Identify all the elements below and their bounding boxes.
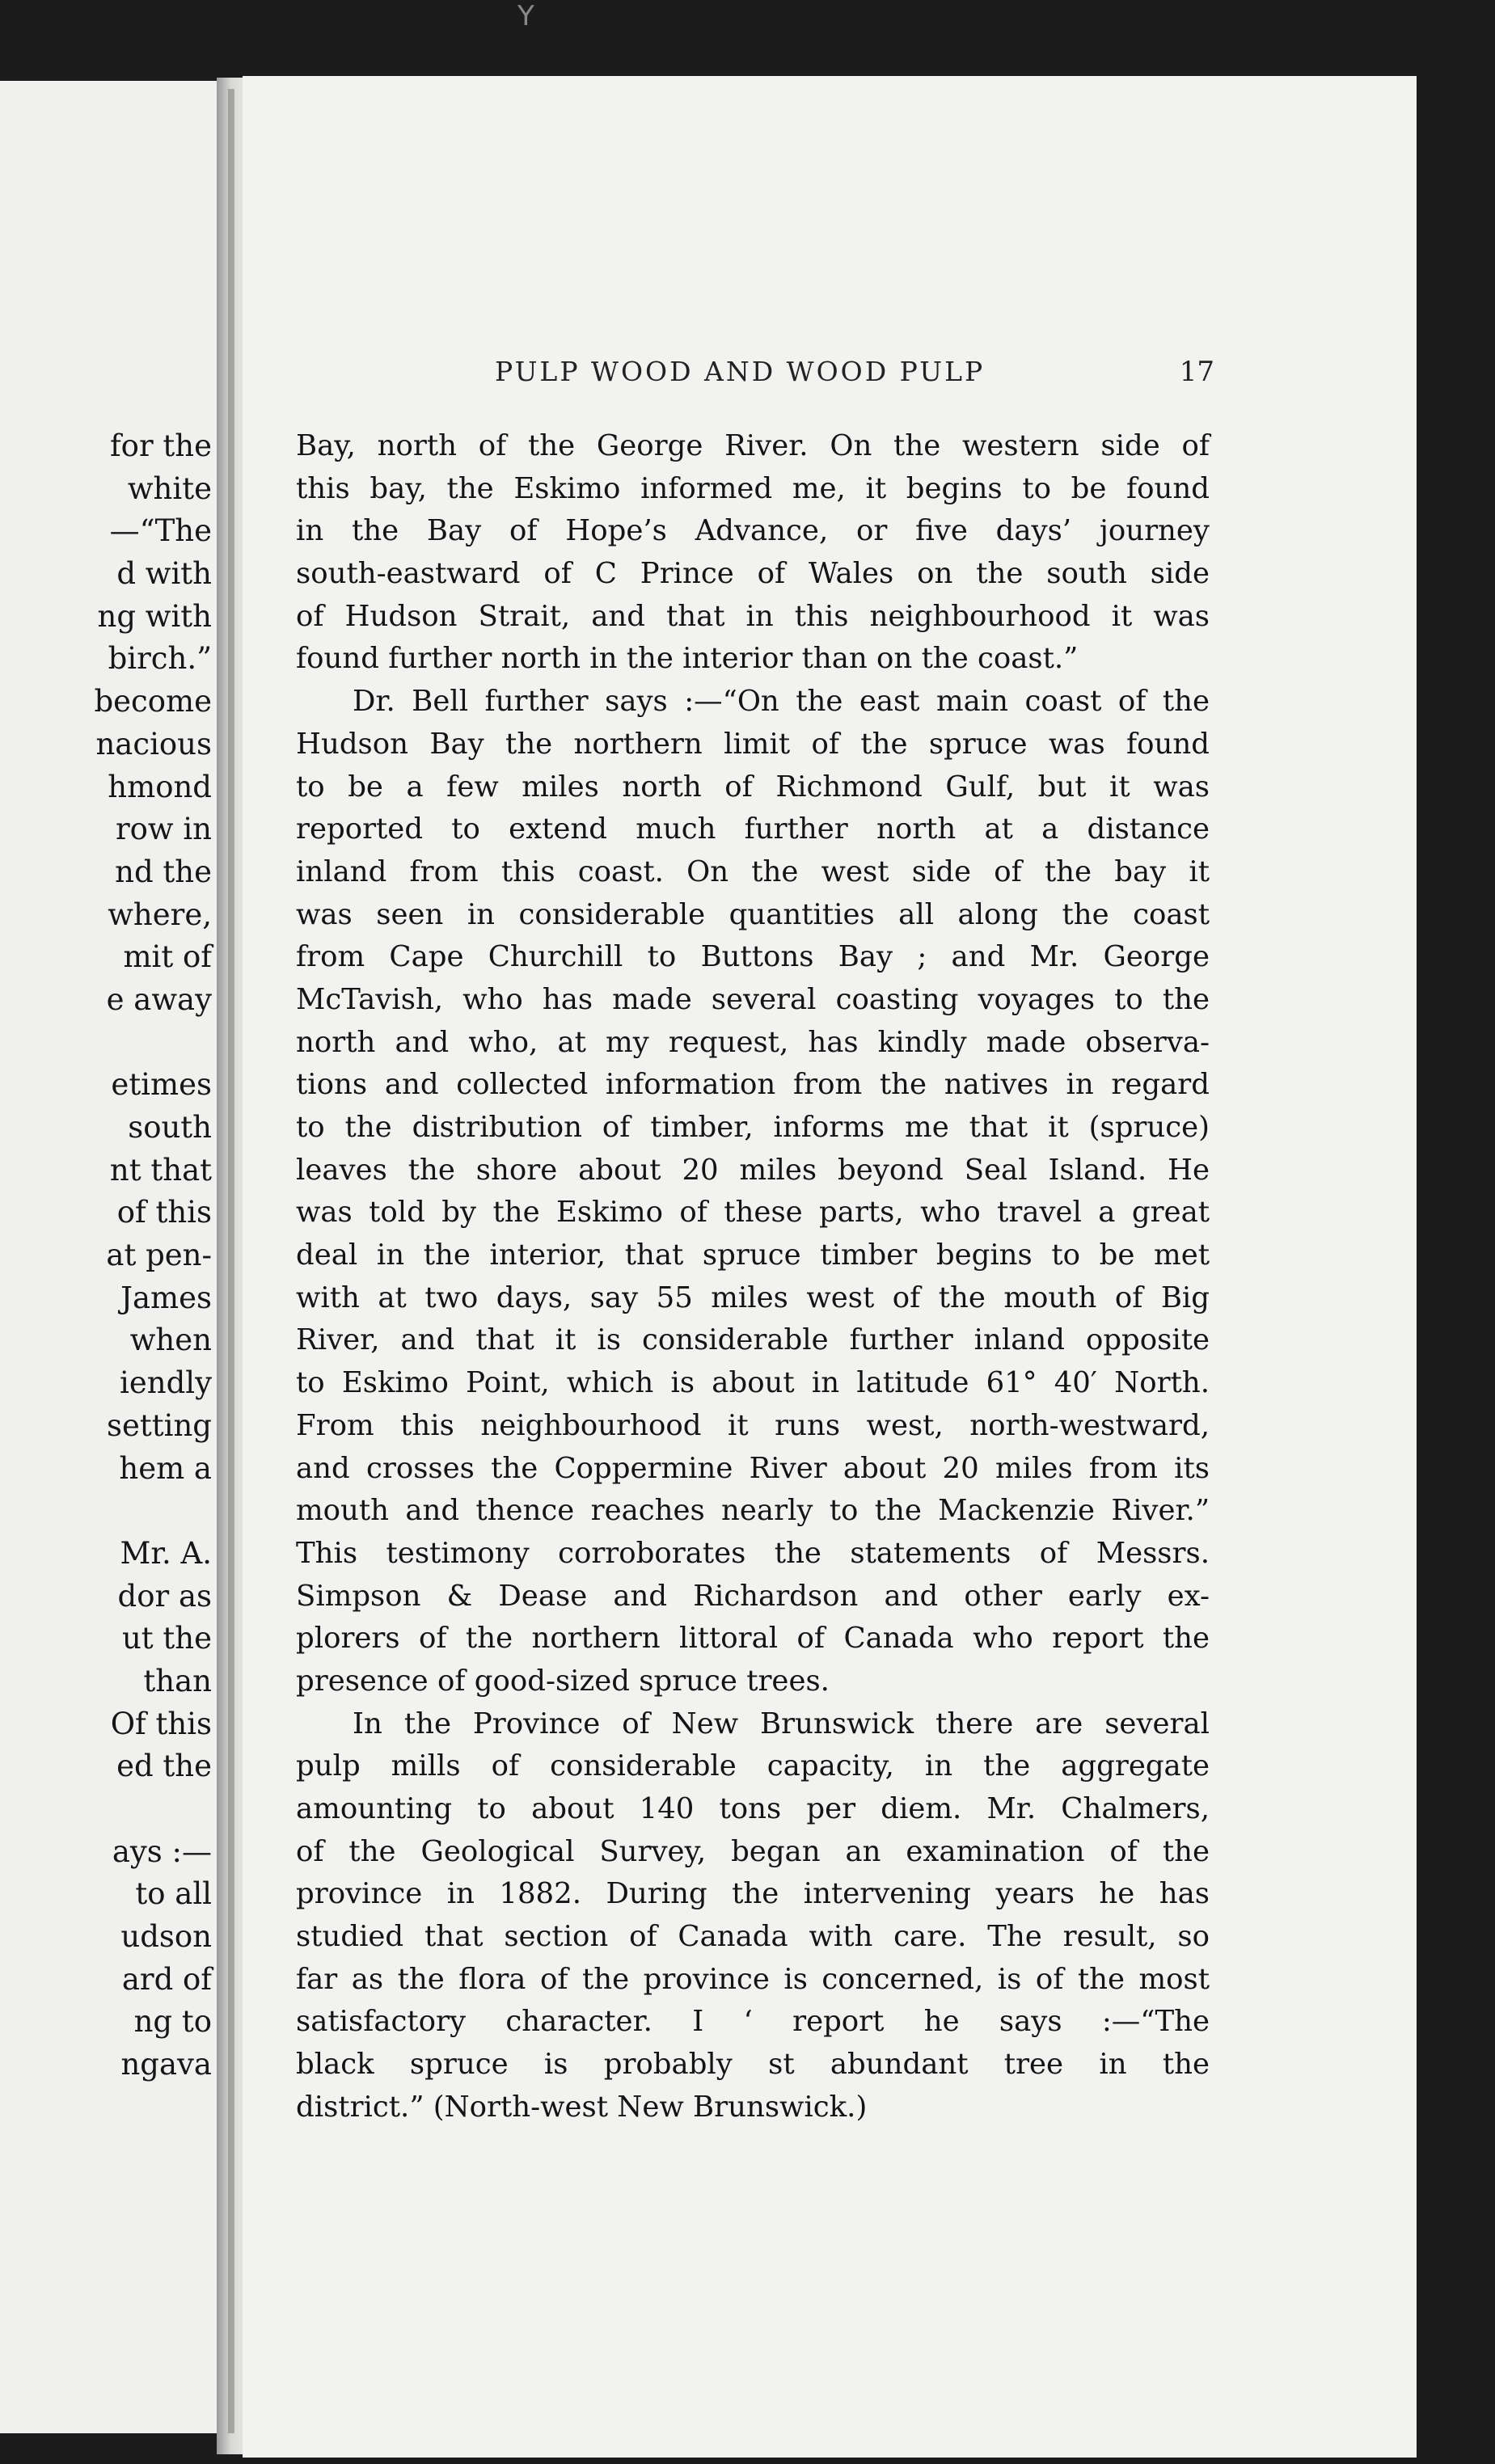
left-page-line: e away [106,981,212,1017]
text-line: Simpson & Dease and Richardson and other early ex- [296,1579,1210,1613]
left-page-line: ng to [133,2004,212,2040]
left-page-line: ut the [121,1621,212,1656]
left-page-line: James [120,1280,212,1315]
gutter-shadow [228,89,234,2433]
text-line: in the Bay of Hope’s Advance, or five days’ journey [296,514,1210,548]
left-page-line: white [127,470,212,506]
text-line: with at two days, say 55 miles west of the mouth of Big [296,1281,1210,1314]
text-line: leaves the shore about 20 miles beyond Seal Island. He [296,1153,1210,1187]
text-line: black spruce is probably st abundant tree in the [296,2048,1210,2082]
left-page-line: iendly [120,1365,212,1401]
text-line: Bay, north of the George River. On the western side of [296,429,1210,462]
left-page-line: row in [115,812,212,847]
left-page-line: Mr. A. [120,1535,212,1571]
text-line: amounting to about 140 tons per diem. Mr. Chalmers, [296,1792,1210,1825]
page-header [252,356,1214,396]
left-page-line: south [128,1110,212,1145]
text-line: of the Geological Survey, began an examination of the [296,1834,1210,1868]
left-page-line: where, [108,897,212,932]
left-page-line: —“The [109,513,212,549]
left-page-line [94,1022,212,1065]
left-page-line: to all [135,1876,212,1912]
text-line: From this neighbourhood it runs west, north-westward, [296,1408,1210,1442]
text-line: deal in the interior, that spruce timber begins to be met [296,1238,1210,1272]
left-page-line: birch.” [108,641,212,677]
left-page-line: setting [107,1407,212,1443]
text-line: north and who, at my request, has kindly made observa- [296,1025,1210,1059]
left-page-line: mit of [123,939,212,975]
text-line: was told by the Eskimo of these parts, who travel a great [296,1196,1210,1230]
text-line: plorers of the northern littoral of Canada who report the [296,1622,1210,1656]
text-line: McTavish, who has made several coasting voyages to the [296,982,1210,1016]
text-line: was seen in considerable quantities all along the coast [296,897,1210,931]
left-page-line: ed the [116,1749,212,1784]
text-line: inland from this coast. On the west side of the bay it [296,854,1210,888]
text-line: this bay, the Eskimo informed me, it begins to be found [296,471,1210,505]
left-page-line-ends [94,425,212,2086]
left-page-line: udson [120,1919,212,1955]
left-page-line: at pen- [106,1238,212,1273]
text-line: mouth and thence reaches nearly to the Mackenzie River.” [296,1494,1210,1528]
body-text [296,425,1210,2129]
left-page-line: than [143,1663,212,1698]
left-page-line: become [94,684,212,719]
text-line: and crosses the Coppermine River about 20 miles from its [296,1451,1210,1485]
left-page-line: ard of [121,1961,212,1997]
scan-artifact-mark: Y [517,0,534,32]
left-page-line: nacious [95,726,212,762]
text-line: pulp mills of considerable capacity, in the aggregate [296,1749,1210,1783]
left-page-line: ays :— [112,1833,212,1869]
text-line: satisfactory character. I ‘ report he says :—“The [296,2005,1210,2039]
text-line: reported to extend much further north at a distance [296,812,1210,846]
left-page-line [94,1490,212,1533]
text-line: Hudson Bay the northern limit of the spruce was found [296,727,1210,761]
left-page-line: ng with [97,598,212,634]
left-page-line: Of this [110,1706,212,1741]
page-number: 17 [1179,356,1214,388]
left-page-line: hem a [119,1450,212,1486]
running-head: PULP WOOD AND WOOD PULP [495,356,986,387]
left-page-line: d with [116,556,212,592]
left-page-line: nt that [109,1152,212,1188]
text-line: from Cape Churchill to Buttons Bay ; and Mr. George [296,940,1210,974]
text-line: found further north in the interior than on the coast.” [296,642,1079,676]
left-page-line: hmond [108,769,212,804]
left-page-line: of this [116,1195,212,1230]
left-page-fragment [0,81,217,2433]
left-page-line: ngava [120,2047,212,2082]
left-page-line [94,1788,212,1831]
text-line: province in 1882. During the intervening years he has [296,1877,1210,1911]
text-line: studied that section of Canada with care. The result, so [296,1920,1210,1954]
left-page-line: nd the [115,854,212,889]
text-line: far as the flora of the province is concerned, is of the most [296,1962,1210,1996]
text-line: to the distribution of timber, informs me that it (spruce) [296,1111,1210,1144]
text-line: presence of good-sized spruce trees. [296,1664,830,1698]
text-line: to Eskimo Point, which is about in latitude 61° 40′ North. [296,1366,1210,1400]
left-page-line: etimes [111,1067,212,1103]
text-line: to be a few miles north of Richmond Gulf, but it was [296,770,1210,804]
text-line: In the Province of New Brunswick there are several [353,1707,1210,1740]
text-line: south-eastward of C Prince of Wales on the south side [296,557,1210,591]
left-page-line: for the [109,428,212,463]
text-line: River, and that it is considerable further inland opposite [296,1323,1210,1357]
text-line: district.” (North-west New Brunswick.) [296,2090,868,2124]
text-line: Dr. Bell further says :—“On the east main coast of the [353,685,1210,719]
text-line: of Hudson Strait, and that in this neighbourhood it was [296,599,1210,633]
text-line: tions and collected information from the natives in regard [296,1068,1210,1102]
text-line: This testimony corroborates the statements of Messrs. [296,1536,1210,1570]
left-page-line: dor as [117,1578,212,1614]
left-page-line: when [129,1323,212,1358]
